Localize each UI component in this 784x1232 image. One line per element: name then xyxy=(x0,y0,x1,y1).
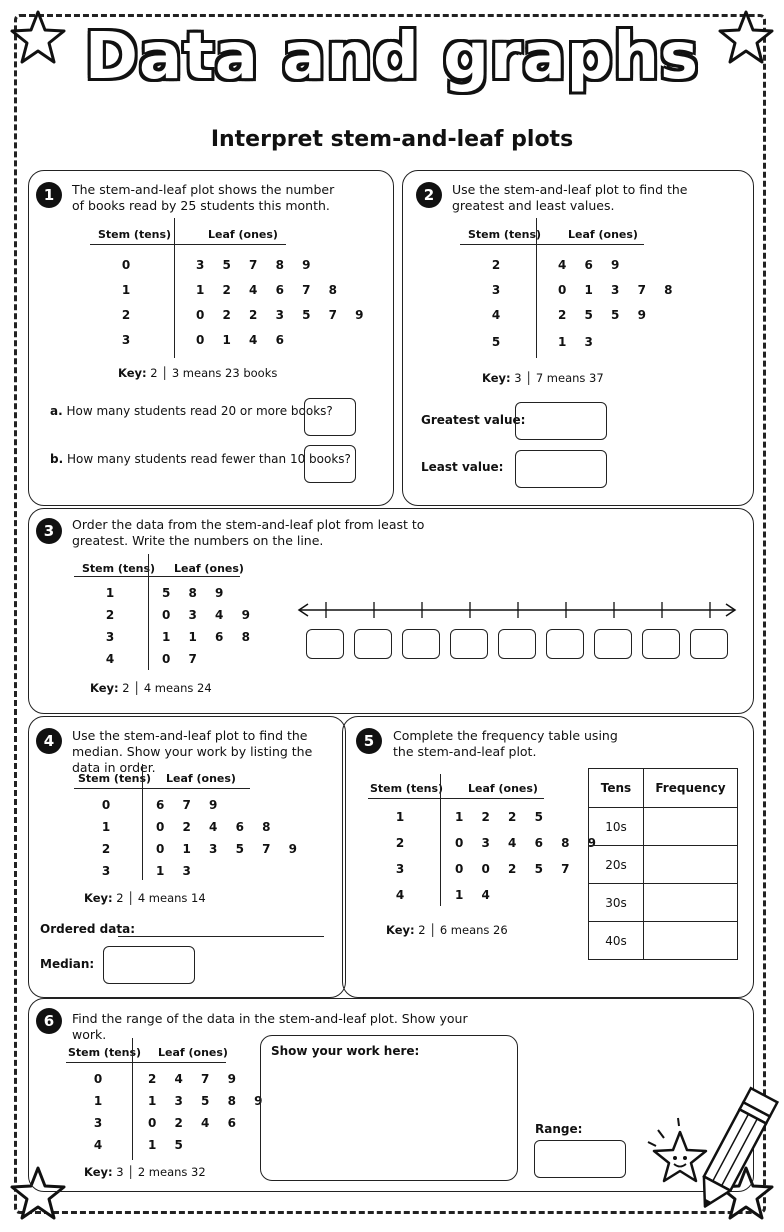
table-cell: 20s xyxy=(589,846,644,884)
leaf-values: 5 8 9 xyxy=(162,586,231,600)
leaf-values: 1 2 2 5 xyxy=(455,810,550,824)
leaf-values: 1 5 xyxy=(148,1138,190,1152)
frequency-input-cell[interactable] xyxy=(644,922,738,960)
least-value-box[interactable] xyxy=(515,450,607,488)
stem-value: 2 xyxy=(121,308,131,322)
leaf-values: 1 1 6 8 xyxy=(162,630,257,644)
leaf-values: 2 5 5 9 xyxy=(558,308,653,322)
problem-6-question: Find the range of the data in the stem-and-leaf plot. Show your work. xyxy=(72,1011,468,1042)
leaf-header: Leaf (ones) xyxy=(468,782,538,795)
stem-value: 3 xyxy=(121,333,131,347)
table-cell: 30s xyxy=(589,884,644,922)
number-line-box[interactable] xyxy=(594,629,632,659)
number-line-box[interactable] xyxy=(306,629,344,659)
leaf-values: 0 0 2 5 7 xyxy=(455,862,577,876)
plot-key: Key: 2 │ 4 means 14 xyxy=(84,891,206,905)
stem-header: Stem (tens) xyxy=(468,228,542,241)
ordered-data-label: Ordered data: xyxy=(40,922,135,936)
work-area-label: Show your work here: xyxy=(271,1044,420,1058)
range-label: Range: xyxy=(535,1122,583,1136)
problem-1-question: The stem-and-leaf plot shows the number of books read by 25 students this month. xyxy=(72,182,335,213)
stem-value: 3 xyxy=(93,1116,103,1130)
table-cell: 10s xyxy=(589,808,644,846)
leaf-values: 0 2 4 6 xyxy=(148,1116,243,1130)
stem-value: 4 xyxy=(491,308,501,322)
answer-box-b[interactable] xyxy=(304,445,356,483)
stem-header: Stem (tens) xyxy=(98,228,172,241)
plot-key: Key: 2 │ 3 means 23 books xyxy=(118,366,278,380)
problem-number: 4 xyxy=(36,728,62,754)
leaf-values: 0 3 4 9 xyxy=(162,608,257,622)
stem-leaf-plot-4 xyxy=(74,768,304,888)
leaf-header: Leaf (ones) xyxy=(174,562,244,575)
frequency-input-cell[interactable] xyxy=(644,884,738,922)
plot-key: Key: 3 │ 2 means 32 xyxy=(84,1165,206,1179)
stem-value: 0 xyxy=(93,1072,103,1086)
stem-value: 3 xyxy=(105,630,115,644)
question-b: b. How many students read fewer than 10 books? xyxy=(50,452,351,466)
leaf-values: 1 4 xyxy=(455,888,497,902)
problem-number: 5 xyxy=(356,728,382,754)
stem-value: 0 xyxy=(121,258,131,272)
median-box[interactable] xyxy=(103,946,195,984)
stem-header: Stem (tens) xyxy=(82,562,156,575)
stem-value: 4 xyxy=(395,888,405,902)
stem-value: 2 xyxy=(491,258,501,272)
stem-value: 1 xyxy=(93,1094,103,1108)
page-subtitle: Interpret stem-and-leaf plots xyxy=(210,127,574,152)
stem-value: 4 xyxy=(105,652,115,666)
stem-header: Stem (tens) xyxy=(68,1046,142,1059)
range-box[interactable] xyxy=(534,1140,626,1178)
stem-header: Stem (tens) xyxy=(370,782,444,795)
problem-4-question: Use the stem-and-leaf plot to find the median. Show your work by listing the data in order. xyxy=(72,728,313,775)
stem-value: 2 xyxy=(101,842,111,856)
leaf-values: 1 2 4 6 7 8 xyxy=(196,283,344,297)
leaf-values: 0 3 4 6 8 9 xyxy=(455,836,603,850)
stem-value: 2 xyxy=(395,836,405,850)
table-cell: 40s xyxy=(589,922,644,960)
leaf-values: 0 1 3 7 8 xyxy=(558,283,680,297)
number-line-box[interactable] xyxy=(450,629,488,659)
leaf-header: Leaf (ones) xyxy=(158,1046,228,1059)
leaf-values: 6 7 9 xyxy=(156,798,225,812)
leaf-values: 0 1 3 5 7 9 xyxy=(156,842,304,856)
plot-key: Key: 3 │ 7 means 37 xyxy=(482,371,604,385)
stem-value: 1 xyxy=(101,820,111,834)
frequency-input-cell[interactable] xyxy=(644,808,738,846)
problem-number: 2 xyxy=(416,182,442,208)
least-value-label: Least value: xyxy=(421,460,504,474)
stem-value: 2 xyxy=(105,608,115,622)
leaf-header: Leaf (ones) xyxy=(208,228,278,241)
answer-box-a[interactable] xyxy=(304,398,356,436)
number-line-box[interactable] xyxy=(690,629,728,659)
number-line-box[interactable] xyxy=(402,629,440,659)
table-header: Tens xyxy=(589,769,644,808)
stem-header: Stem (tens) xyxy=(78,772,152,785)
leaf-values: 0 7 xyxy=(162,652,204,666)
plot-key: Key: 2 │ 4 means 24 xyxy=(90,681,212,695)
leaf-values: 1 3 xyxy=(156,864,198,878)
leaf-values: 0 1 4 6 xyxy=(196,333,291,347)
leaf-values: 1 3 xyxy=(558,335,600,349)
stem-value: 0 xyxy=(101,798,111,812)
leaf-values: 0 2 4 6 8 xyxy=(156,820,278,834)
stem-leaf-plot-2 xyxy=(460,224,680,364)
leaf-values: 3 5 7 8 9 xyxy=(196,258,318,272)
stem-leaf-plot-1 xyxy=(90,224,371,364)
stem-leaf-plot-3 xyxy=(74,558,257,678)
problem-number: 6 xyxy=(36,1008,62,1034)
leaf-values: 2 4 7 9 xyxy=(148,1072,243,1086)
problem-number: 3 xyxy=(36,518,62,544)
page-title: Data and graphs xyxy=(84,20,700,94)
frequency-input-cell[interactable] xyxy=(644,846,738,884)
pencil-icon xyxy=(640,1080,780,1220)
leaf-values: 1 3 5 8 9 xyxy=(148,1094,270,1108)
number-line-box[interactable] xyxy=(498,629,536,659)
frequency-table xyxy=(588,768,738,960)
problem-2-question: Use the stem-and-leaf plot to find the greatest and least values. xyxy=(452,182,688,213)
leaf-header: Leaf (ones) xyxy=(166,772,236,785)
table-header: Frequency xyxy=(644,769,738,808)
number-line-box[interactable] xyxy=(642,629,680,659)
stem-value: 4 xyxy=(93,1138,103,1152)
stem-value: 3 xyxy=(491,283,501,297)
plot-key: Key: 2 │ 6 means 26 xyxy=(386,923,508,937)
greatest-value-box[interactable] xyxy=(515,402,607,440)
problem-5-question: Complete the frequency table using the stem-and-leaf plot. xyxy=(393,728,618,759)
ordered-data-line[interactable] xyxy=(118,936,324,937)
problem-number: 1 xyxy=(36,182,62,208)
stem-value: 1 xyxy=(395,810,405,824)
question-a: a. How many students read 20 or more books? xyxy=(50,404,333,418)
stem-leaf-plot-5 xyxy=(368,778,603,908)
number-line xyxy=(296,598,740,622)
stem-leaf-plot-6 xyxy=(66,1042,270,1162)
greatest-value-label: Greatest value: xyxy=(421,413,526,427)
stem-value: 3 xyxy=(395,862,405,876)
number-line-box[interactable] xyxy=(354,629,392,659)
stem-value: 5 xyxy=(491,335,501,349)
stem-value: 3 xyxy=(101,864,111,878)
leaf-values: 0 2 2 3 5 7 9 xyxy=(196,308,371,322)
problem-3-question: Order the data from the stem-and-leaf plot from least to greatest. Write the numbers on the line. xyxy=(72,517,425,548)
leaf-header: Leaf (ones) xyxy=(568,228,638,241)
number-line-box[interactable] xyxy=(546,629,584,659)
stem-value: 1 xyxy=(105,586,115,600)
leaf-values: 4 6 9 xyxy=(558,258,627,272)
stem-value: 1 xyxy=(121,283,131,297)
median-label: Median: xyxy=(40,957,95,971)
